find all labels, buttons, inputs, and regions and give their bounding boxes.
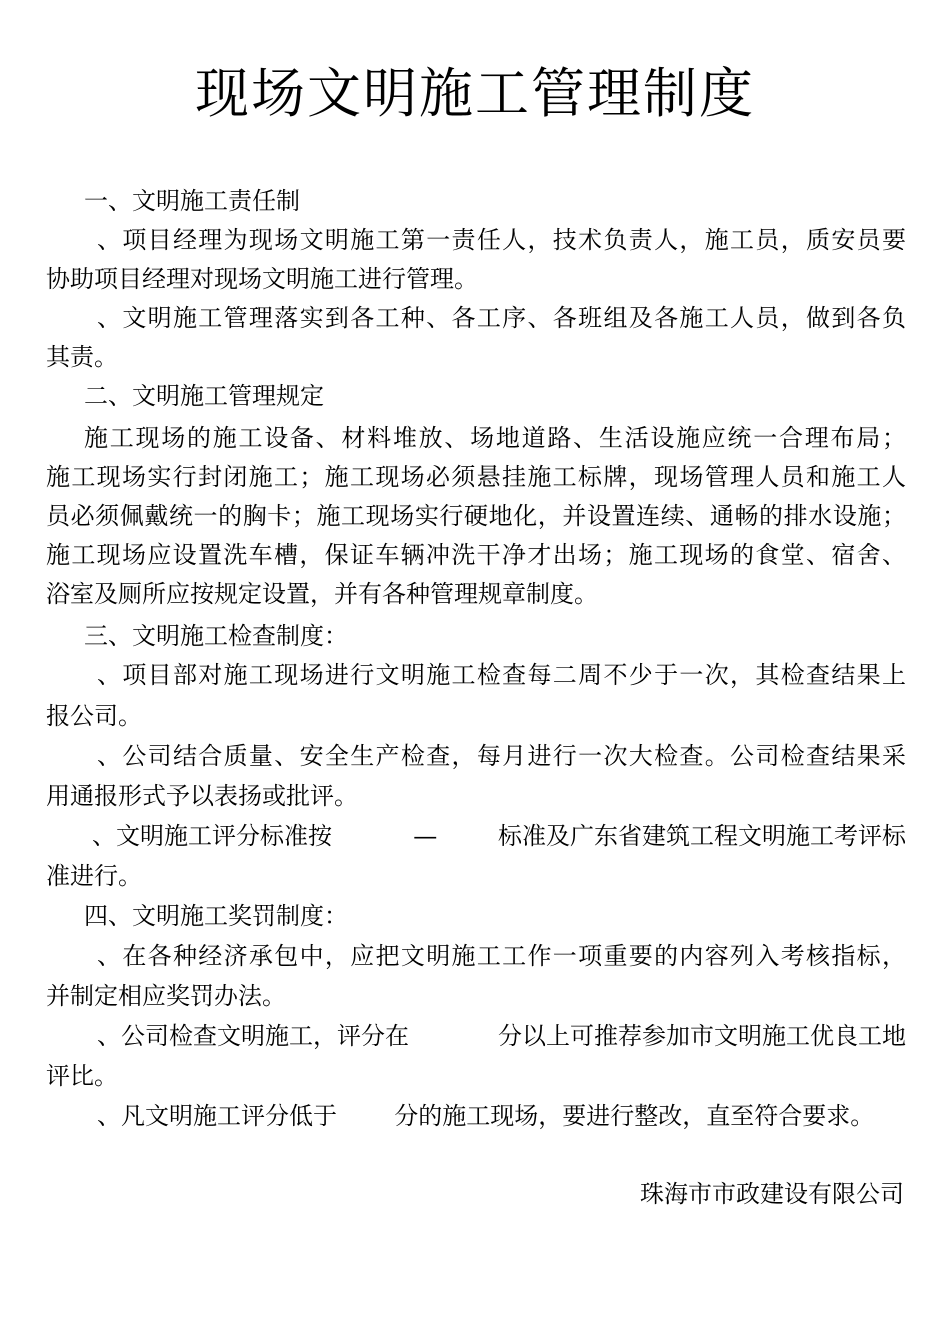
section-4-item-1-line-2: 并制定相应奖罚办法。: [46, 982, 286, 1010]
section-1-item-1-line-1: 、项目经理为现场文明施工第一责任人，技术负责人，施工员，质安员要: [97, 226, 906, 254]
section-2-line-4: 施工现场应设置洗车槽，保证车辆冲洗干净才出场；施工现场的食堂、宿舍、: [46, 541, 906, 569]
section-4-item-2-text-b: 分以上可推荐参加市文明施工优良工地: [498, 1022, 906, 1050]
section-4-item-3-line-1: [97, 1100, 906, 1132]
section-3-item-1-line-1: 、项目部对施工现场进行文明施工检查每二周不少于一次，其检查结果上: [97, 661, 906, 689]
section-3-item-3-text-a: 、文明施工评分标准按: [92, 822, 332, 850]
section-1-heading: 一、文明施工责任制: [84, 187, 300, 215]
section-3-heading: 三、文明施工检查制度：: [84, 622, 348, 650]
section-4-item-2-text-a: 、公司检查文明施工，评分在: [97, 1022, 409, 1050]
section-3-item-3-line-2: 准进行。: [46, 862, 142, 890]
section-3-item-2-line-2: 用通报形式予以表扬或批评。: [46, 782, 358, 810]
section-2-line-5: 浴室及厕所应按规定设置，并有各种管理规章制度。: [46, 580, 598, 608]
section-2-line-2: 施工现场实行封闭施工；施工现场必须悬挂施工标牌，现场管理人员和施工人: [46, 463, 906, 491]
section-4-item-1-line-1: 、在各种经济承包中，应把文明施工工作一项重要的内容列入考核指标，: [97, 942, 906, 970]
section-3-item-3-dash: —: [413, 822, 438, 850]
section-1-item-1-line-2: 协助项目经理对现场文明施工进行管理。: [46, 265, 478, 293]
section-4-item-2-line-2: 评比。: [46, 1062, 118, 1090]
section-3-item-3-line-1: [92, 820, 906, 852]
section-1-item-2-line-2: 其责。: [46, 343, 118, 371]
section-1-item-2-line-1: 、文明施工管理落实到各工种、各工序、各班组及各施工人员，做到各负: [97, 304, 906, 332]
section-3-item-2-line-1: 、公司结合质量、安全生产检查，每月进行一次大检查。公司检查结果采: [97, 742, 906, 770]
section-3-item-1-line-2: 报公司。: [46, 702, 142, 730]
document-title: 现场文明施工管理制度: [195, 62, 755, 125]
company-signature: 珠海市市政建设有限公司: [640, 1180, 904, 1208]
section-4-item-2-line-1: [97, 1020, 906, 1052]
section-3-item-3-text-c: 标准及广东省建筑工程文明施工考评标: [498, 822, 906, 850]
section-4-heading: 四、文明施工奖罚制度：: [84, 902, 348, 930]
section-4-item-3-text-b: 分的施工现场，要进行整改，直至符合要求。: [394, 1102, 875, 1130]
section-2-line-3: 员必须佩戴统一的胸卡；施工现场实行硬地化，并设置连续、通畅的排水设施；: [46, 502, 906, 530]
section-4-item-3-text-a: 、凡文明施工评分低于: [97, 1102, 337, 1130]
section-2-heading: 二、文明施工管理规定: [84, 382, 324, 410]
section-2-line-1: 施工现场的施工设备、材料堆放、场地道路、生活设施应统一合理布局；: [84, 424, 906, 452]
